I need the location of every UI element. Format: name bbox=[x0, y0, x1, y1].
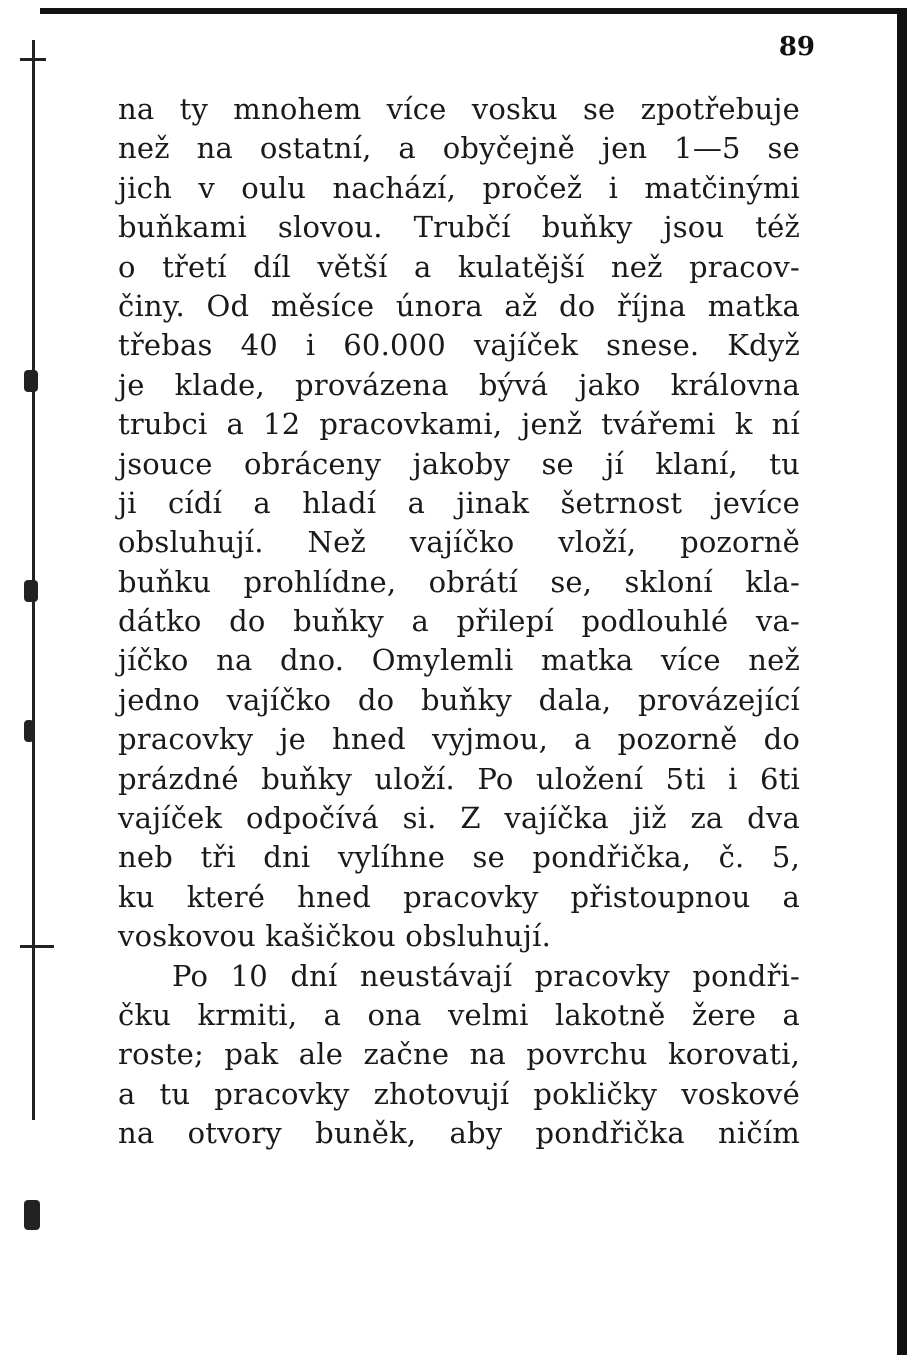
binding-mark bbox=[24, 370, 38, 392]
text-line: obsluhují. Než vajíčko vloží, pozorně bbox=[118, 525, 800, 560]
binding-mark bbox=[24, 1200, 40, 1230]
text-line: jíčko na dno. Omylemli matka více než bbox=[118, 643, 800, 678]
binding-mark bbox=[24, 720, 34, 742]
text-line: jsouce obráceny jakoby se jí klaní, tu bbox=[118, 446, 800, 481]
text-line: činy. Od měsíce února až do října matka bbox=[118, 288, 800, 323]
scan-frame-gap bbox=[0, 8, 40, 20]
text-line: čku krmiti, a ona velmi lakotně žere a bbox=[118, 997, 800, 1032]
text-line: je klade, provázena bývá jako královna bbox=[118, 367, 800, 402]
text-line: vajíček odpočívá si. Z vajíčka již za dva bbox=[118, 801, 800, 836]
paragraph-2 bbox=[118, 957, 800, 1154]
binding-margin bbox=[14, 40, 50, 1240]
text-line: roste; pak ale začne na povrchu korovati, bbox=[118, 1037, 800, 1072]
text-line: jich v oulu nachází, pročež i matčinými bbox=[118, 170, 800, 205]
text-line: ku které hned pracovky přistoupnou a bbox=[118, 879, 800, 914]
text-line: buňku prohlídne, obrátí se, skloní kla- bbox=[118, 564, 800, 599]
text-line: dátko do buňky a přilepí podlouhlé va- bbox=[118, 604, 800, 639]
text-line: jedno vajíčko do buňky dala, provázející bbox=[118, 682, 800, 717]
text-line: ji cídí a hladí a jinak šetrnost jevíce bbox=[118, 485, 800, 520]
text-line: a tu pracovky zhotovují pokličky voskové bbox=[118, 1076, 800, 1111]
binding-mark bbox=[20, 945, 54, 948]
text-line: trubci a 12 pracovkami, jenž tvářemi k ní bbox=[118, 407, 800, 442]
binding-mark bbox=[20, 58, 46, 61]
scan-frame-right bbox=[897, 8, 907, 1355]
text-line: na otvory buněk, aby pondřička ničím bbox=[118, 1116, 800, 1151]
text-line: prázdné buňky uloží. Po uložení 5ti i 6ti bbox=[118, 761, 800, 796]
text-line: třebas 40 i 60.000 vajíček snese. Když bbox=[118, 328, 800, 363]
text-line: o třetí díl větší a kulatější než pracov- bbox=[118, 249, 800, 284]
text-line: pracovky je hned vyjmou, a pozorně do bbox=[118, 722, 800, 757]
text-line: než na ostatní, a obyčejně jen 1—5 se bbox=[118, 131, 800, 166]
text-line: na ty mnohem více vosku se zpotřebuje bbox=[118, 92, 800, 126]
paragraph-1 bbox=[118, 90, 800, 957]
body-text bbox=[118, 90, 800, 1154]
page-number: 89 bbox=[778, 32, 815, 62]
text-line: neb tři dni vylíhne se pondřička, č. 5, bbox=[118, 840, 800, 875]
text-line: buňkami slovou. Trubčí buňky jsou též bbox=[118, 210, 800, 245]
scan-frame-top bbox=[0, 8, 907, 14]
text-line: Po 10 dní neustávají pracovky pondři- bbox=[172, 958, 800, 993]
text-line: voskovou kašičkou obsluhují. bbox=[118, 919, 551, 954]
binding-mark bbox=[24, 580, 38, 602]
